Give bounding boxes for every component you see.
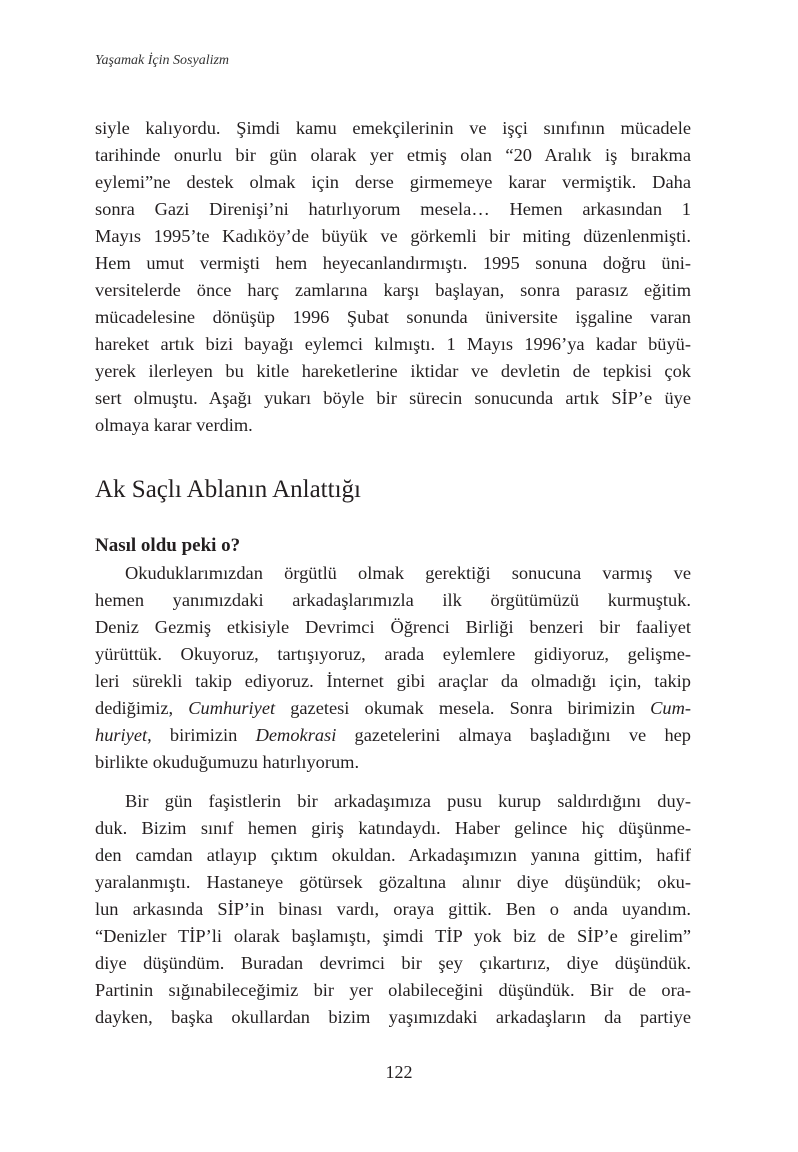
- paragraph-2: [95, 560, 691, 776]
- text-line: duk. Bizim sınıf hemen giriş katındaydı. Haber gelince hiç düşünme-: [95, 818, 691, 838]
- newspaper-title: Demokrasi: [255, 725, 337, 745]
- newspaper-title: Cum-: [650, 698, 691, 718]
- text-line: mücadelesine dönüşüp 1996 Şubat sonunda üniversite işgaline varan: [95, 307, 691, 327]
- text-run: , birimizin: [147, 725, 256, 745]
- text-line: sert olmuştu. Aşağı yukarı böyle bir sürecin sonucunda artık SİP’e üye: [95, 388, 691, 408]
- text-run: dediğimiz,: [95, 698, 189, 718]
- text-line: Mayıs 1995’te Kadıköy’de büyük ve görkemli bir miting düzenlenmişti.: [95, 226, 691, 246]
- newspaper-title: Cumhuriyet: [188, 698, 276, 718]
- text-line: versitelerde önce harç zamlarına karşı başlayan, sonra parasız eğitim: [95, 280, 691, 300]
- newspaper-title: huriyet: [95, 725, 148, 745]
- text-line: Okuduklarımızdan örgütlü olmak gerektiği sonucuna varmış ve: [125, 563, 691, 583]
- text-line: “Denizler TİP’li olarak başlamıştı, şimdi TİP yok biz de SİP’e girelim”: [95, 926, 691, 946]
- text-line: leri sürekli takip ediyoruz. İnternet gibi araçlar da olmadığı için, takip: [95, 671, 691, 691]
- text-line: yerek ilerleyen bu kitle hareketlerine iktidar ve devletin de tepkisi çok: [95, 361, 691, 381]
- paragraph-3: [95, 788, 691, 1031]
- text-line: olmaya karar verdim.: [95, 415, 253, 435]
- text-line: yaralanmıştı. Hastaneye götürsek gözaltına alınır diye düşündük; oku-: [95, 872, 691, 892]
- text-line: Deniz Gezmiş etkisiyle Devrimci Öğrenci Birliği benzeri bir faaliyet: [95, 617, 691, 637]
- section-heading: Ak Saçlı Ablanın Anlattığı: [95, 476, 361, 503]
- text-line: lun arkasında SİP’in binası vardı, oraya gittik. Ben o anda uyandım.: [95, 899, 691, 919]
- text-line: diye düşündüm. Buradan devrimci bir şey çıkartırız, diye düşündük.: [95, 953, 691, 973]
- text-run: gazetesi okumak mesela. Sonra birimizin: [275, 698, 651, 718]
- text-line: Partinin sığınabileceğimiz bir yer olabileceğini düşündük. Bir de ora-: [95, 980, 691, 1000]
- page-number: 122: [385, 1062, 413, 1082]
- text-run: gazetelerini almaya başladığını ve hep: [336, 725, 692, 745]
- text-line: [95, 722, 691, 749]
- text-line: hareket artık bizi bayağı eylemci kılmıştı. 1 Mayıs 1996’ya kadar büyü-: [95, 334, 691, 354]
- running-head: Yaşamak İçin Sosyalizm: [95, 53, 230, 68]
- text-line: dayken, başka okullardan bizim yaşımızdaki arkadaşların da partiye: [95, 1007, 691, 1027]
- paragraph-1: [95, 115, 691, 439]
- text-line: tarihinde onurlu bir gün olarak yer etmiş olan “20 Aralık iş bırakma: [95, 145, 691, 165]
- text-line: birlikte okuduğumuzu hatırlıyorum.: [95, 752, 360, 772]
- subheading: Nasıl oldu peki o?: [95, 535, 241, 556]
- text-line: sonra Gazi Direnişi’ni hatırlıyorum mesela… Hemen arkasından 1: [95, 199, 691, 219]
- text-line: Bir gün faşistlerin bir arkadaşımıza pusu kurup saldırdığını duy-: [125, 791, 691, 811]
- text-line: hemen yanımızdaki arkadaşlarımızla ilk örgütümüzü kurmuştuk.: [95, 590, 691, 610]
- text-line: yürüttük. Okuyoruz, tartışıyoruz, arada eylemlere gidiyoruz, gelişme-: [95, 644, 691, 664]
- text-line: eylemi”ne destek olmak için derse girmemeye karar vermiştik. Daha: [95, 172, 691, 192]
- text-line: siyle kalıyordu. Şimdi kamu emekçilerinin ve işçi sınıfının mücadele: [95, 118, 691, 138]
- text-line: Hem umut vermişti hem heyecanlandırmıştı. 1995 sonuna doğru üni-: [95, 253, 691, 273]
- text-line: [95, 695, 691, 722]
- text-line: den camdan atlayıp çıktım okuldan. Arkadaşımızın yanına gittim, hafif: [95, 845, 691, 865]
